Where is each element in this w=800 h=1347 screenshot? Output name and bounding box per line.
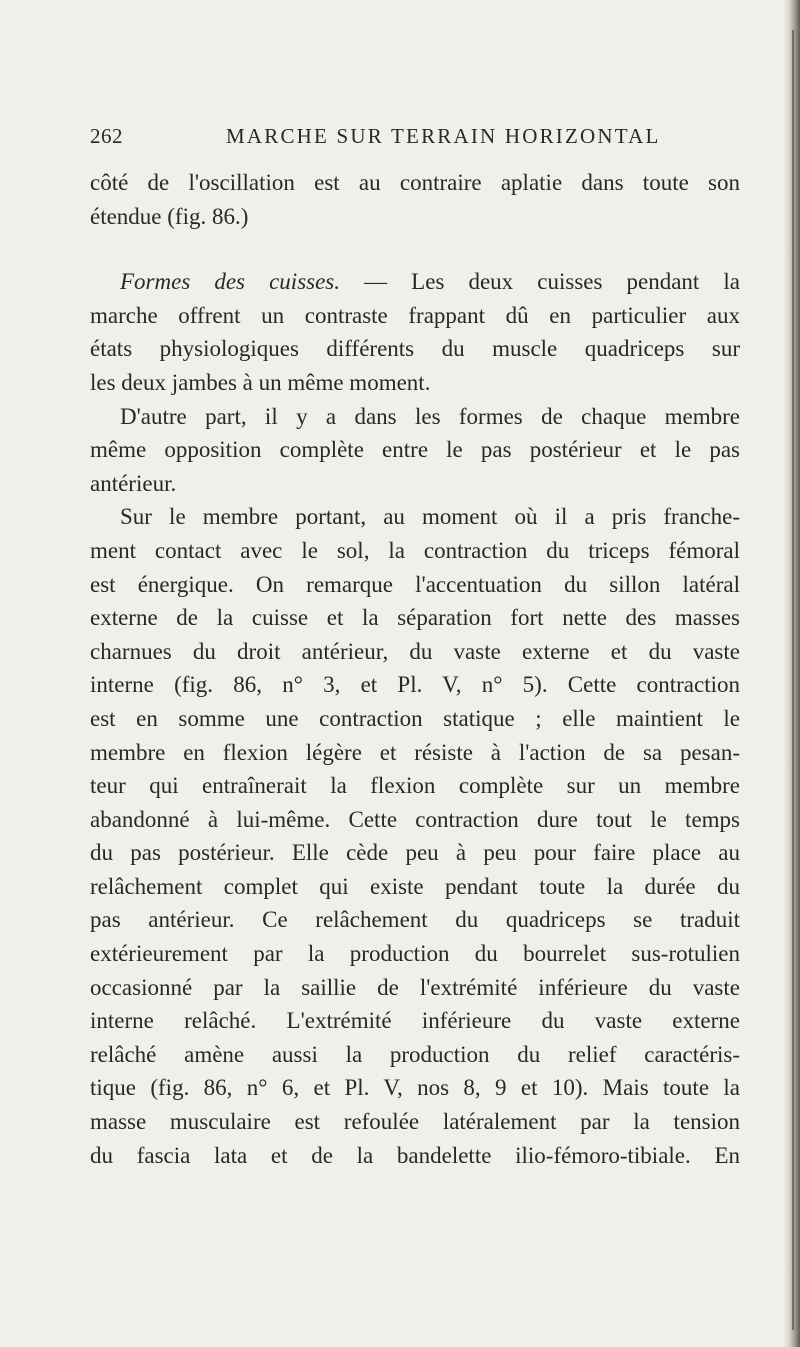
running-head <box>90 124 730 154</box>
page-number: 262 <box>90 124 123 148</box>
text-line: charnues du droit antérieur, du vaste externe et du vaste <box>90 638 740 664</box>
text-line: teur qui entraînerait la flexion complète sur un membre <box>90 773 740 799</box>
text-line: côté de l'oscillation est au contraire aplatie dans toute son <box>90 170 740 195</box>
text-line: Sur le membre portant, au moment où il a pris franche- <box>120 504 740 530</box>
text-line: ment contact avec le sol, la contraction du triceps fémoral <box>90 537 740 563</box>
text-line: interne (fig. 86, n° 3, et Pl. V, n° 5). Cette contraction <box>90 672 740 698</box>
text-line: étendue (fig. 86.) <box>90 203 249 229</box>
section-heading: Formes des cuisses. <box>120 269 341 295</box>
paragraph-gap <box>90 233 740 265</box>
text-line: états physiologiques différents du muscle quadriceps sur <box>90 336 740 362</box>
text-line: masse musculaire est refoulée latéralement par la tension <box>90 1109 740 1135</box>
text-line: relâchement complet qui existe pendant toute la durée du <box>90 873 740 899</box>
body-text <box>90 166 740 1172</box>
text-line: relâché amène aussi la production du relief caractéris- <box>90 1041 740 1067</box>
text-line: tique (fig. 86, n° 6, et Pl. V, nos 8, 9 et 10). Mais toute la <box>90 1075 740 1101</box>
text-line: abandonné à lui-même. Cette contraction dure tout le temps <box>90 806 740 832</box>
text-line: pas antérieur. Ce relâchement du quadriceps se traduit <box>90 907 740 933</box>
text-line: est énergique. On remarque l'accentuation du sillon latéral <box>90 571 740 597</box>
text-line: antérieur. <box>90 470 177 496</box>
text-line: marche offrent un contraste frappant dû en particulier aux <box>90 302 740 328</box>
text-line: membre en flexion légère et résiste à l'action de sa pesan- <box>90 739 740 765</box>
running-head-title: MARCHE SUR TERRAIN HORIZONTAL <box>226 124 661 148</box>
text-line: du fascia lata et de la bandelette ilio-fémoro-tibiale. En <box>90 1142 740 1168</box>
text-line: du pas postérieur. Elle cède peu à peu pour faire place au <box>90 840 740 866</box>
text-line <box>90 265 740 299</box>
text-line: extérieurement par la production du bourrelet sus-rotulien <box>90 941 740 967</box>
text-line: les deux jambes à un même moment. <box>90 369 431 395</box>
text-line: interne relâché. L'extrémité inférieure du vaste externe <box>90 1008 740 1034</box>
page-edge-line <box>792 30 794 1330</box>
text-line: D'autre part, il y a dans les formes de chaque membre <box>120 403 740 429</box>
text-line: est en somme une contraction statique ; elle maintient le <box>90 705 740 731</box>
text-line: externe de la cuisse et la séparation fort nette des masses <box>90 605 740 631</box>
text-line: occasionné par la saillie de l'extrémité inférieure du vaste <box>90 974 740 1000</box>
text-line: même opposition complète entre le pas postérieur et le pas <box>90 437 740 463</box>
text-fragment: — Les deux cuisses pendant la <box>340 269 740 295</box>
